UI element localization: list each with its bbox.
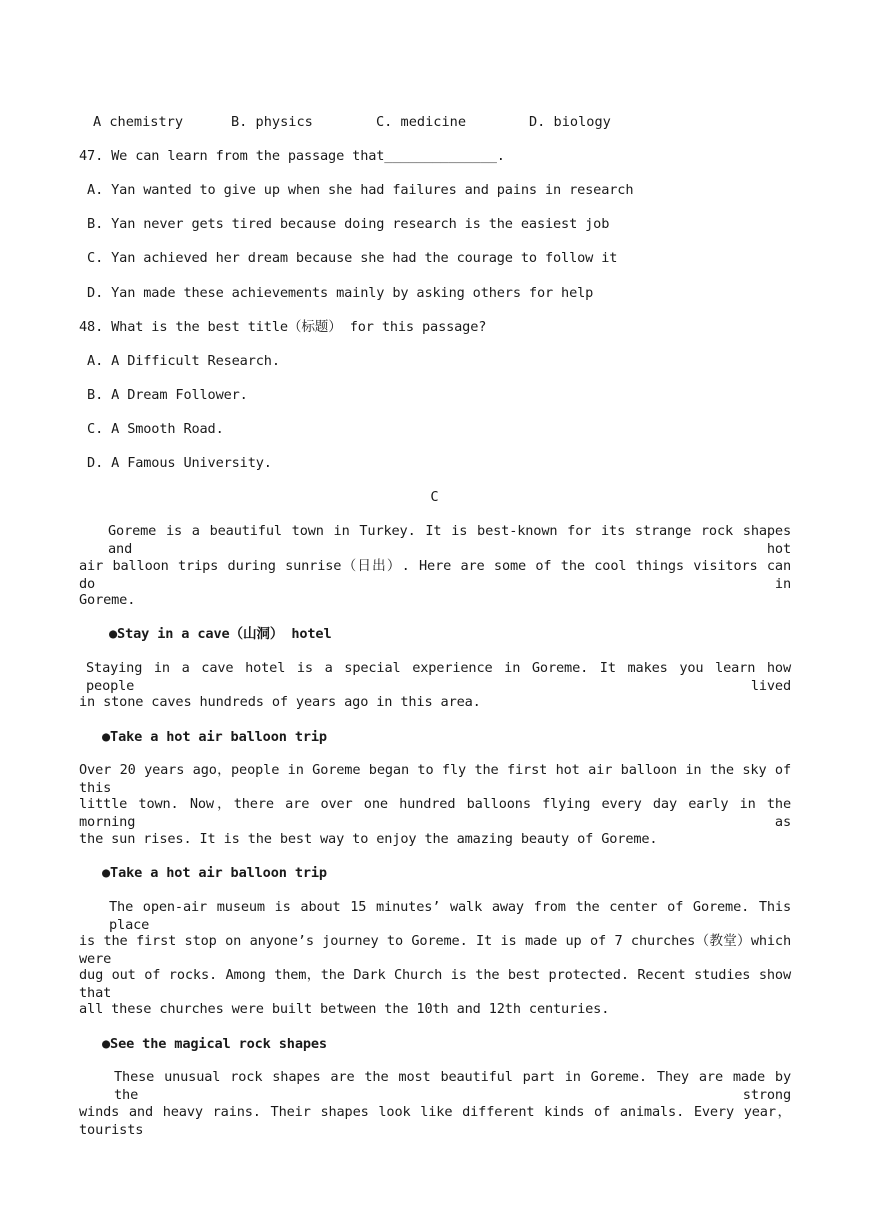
- q46-option-a: A chemistry: [93, 114, 184, 130]
- intro-line-3: Goreme.: [79, 592, 136, 608]
- q47-stem: 47. We can learn from the passage that______________.: [79, 148, 505, 164]
- heading-rock-shapes: ●See the magical rock shapes: [102, 1036, 327, 1052]
- museum-line-4: all these churches were built between the 10th and 12th centuries.: [79, 1001, 610, 1017]
- q47-option-a: A. Yan wanted to give up when she had failures and pains in research: [79, 182, 634, 198]
- q48-option-d: D. A Famous University.: [79, 455, 272, 471]
- balloon-line-2: little town. Now，there are over one hundred balloons flying every day early in the morning as: [79, 796, 791, 830]
- q48-option-a: A. A Difficult Research.: [79, 353, 280, 369]
- heading-balloon-trip-2: ●Take a hot air balloon trip: [102, 865, 327, 881]
- museum-line-2: is the first stop on anyone’s journey to Goreme. It is made up of 7 churches（教堂）which were: [79, 933, 791, 967]
- balloon-line-3: the sun rises. It is the best way to enjoy the amazing beauty of Goreme.: [79, 831, 658, 847]
- balloon-line-1: Over 20 years ago，people in Goreme began to fly the first hot air balloon in the sky of this: [79, 762, 791, 796]
- rock-line-2: winds and heavy rains. Their shapes look like different kinds of animals. Every year，tourists: [79, 1104, 791, 1138]
- q48-option-b: B. A Dream Follower.: [79, 387, 248, 403]
- q47-option-c: C. Yan achieved her dream because she had the courage to follow it: [79, 250, 618, 266]
- cave-hotel-line-1: Staying in a cave hotel is a special experience in Goreme. It makes you learn how people lived: [86, 660, 791, 694]
- heading-cave-hotel: ●Stay in a cave（山洞） hotel: [109, 626, 332, 642]
- cave-hotel-line-2: in stone caves hundreds of years ago in this area.: [79, 694, 481, 710]
- intro-line-2: air balloon trips during sunrise（日出）. Here are some of the cool things visitors can do in: [79, 558, 791, 592]
- section-letter: C: [430, 489, 439, 505]
- museum-line-3: dug out of rocks. Among them，the Dark Church is the best protected. Recent studies show that: [79, 967, 791, 1001]
- q47-option-d: D. Yan made these achievements mainly by asking others for help: [79, 285, 594, 301]
- intro-line-1: Goreme is a beautiful town in Turkey. It is best-known for its strange rock shapes and hot: [108, 523, 791, 557]
- q46-option-d: D. biology: [529, 114, 611, 130]
- q48-option-c: C. A Smooth Road.: [79, 421, 224, 437]
- heading-balloon-trip: ●Take a hot air balloon trip: [102, 729, 327, 745]
- q46-option-b: B. physics: [231, 114, 313, 130]
- q47-option-b: B. Yan never gets tired because doing research is the easiest job: [79, 216, 610, 232]
- q48-stem: 48. What is the best title（标题） for this passage?: [79, 319, 487, 335]
- museum-line-1: The open-air museum is about 15 minutes’ walk away from the center of Goreme. This place: [109, 899, 791, 933]
- q46-options: [93, 113, 653, 131]
- q46-option-c: C. medicine: [376, 114, 467, 130]
- rock-line-1: These unusual rock shapes are the most beautiful part in Goreme. They are made by the strong: [114, 1069, 791, 1103]
